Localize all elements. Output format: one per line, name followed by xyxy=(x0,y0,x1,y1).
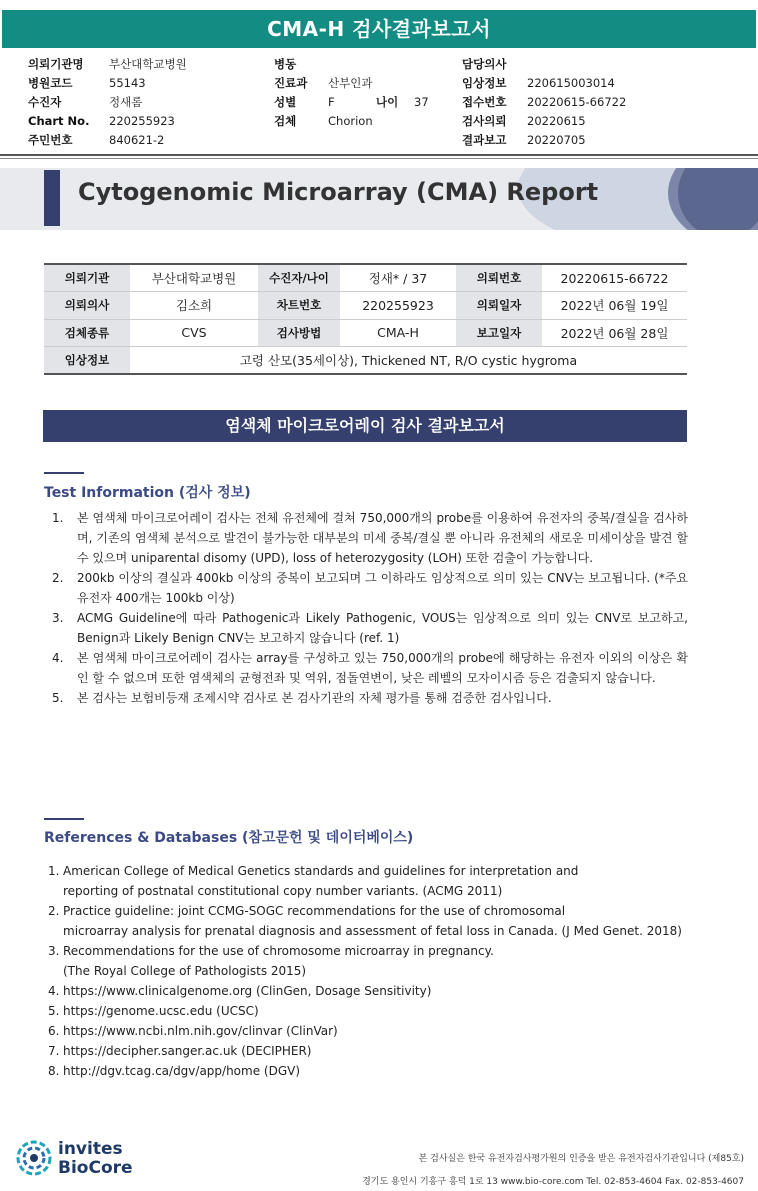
header-column-3 xyxy=(462,55,626,150)
reference-line: https://genome.ucsc.edu (UCSC) xyxy=(63,1004,259,1018)
reference-number: 7. xyxy=(48,1044,60,1058)
info-row xyxy=(44,292,687,320)
patient-info-table xyxy=(44,263,687,375)
header-field-label: 성별 xyxy=(274,95,297,109)
reference-number: 8. xyxy=(48,1064,60,1078)
header-field-value: 220615003014 xyxy=(527,76,615,90)
info-value-clinical: 고령 산모(35세이상), Thickened NT, R/O cystic hygroma xyxy=(130,347,687,375)
reference-item xyxy=(48,981,692,1001)
header-field-label: 임상정보 xyxy=(462,76,507,90)
header-field-label: 결과보고 xyxy=(462,133,507,147)
reference-text xyxy=(63,1041,692,1061)
header-field xyxy=(28,74,187,93)
list-item xyxy=(52,508,688,568)
header-field-value: 840621-2 xyxy=(109,133,165,147)
list-item-number: 3. xyxy=(52,611,64,625)
footer-address: 경기도 용인시 기흥구 흥덕 1로 13 www.bio-core.com Tel. 02-853-4604 Fax. 02-853-4607 xyxy=(362,1177,744,1187)
header-field-value: 부산대학교병원 xyxy=(109,57,187,71)
header-field-label: 진료과 xyxy=(274,76,308,90)
section-title: 염색체 마이크로어레이 검사 결과보고서 xyxy=(43,410,687,442)
report-title: CMA-H 검사결과보고서 xyxy=(2,10,756,48)
reference-number: 3. xyxy=(48,944,60,958)
reference-item xyxy=(48,1001,692,1021)
info-label: 보고일자 xyxy=(456,319,542,347)
header-field xyxy=(274,93,429,112)
info-row-clinical xyxy=(44,347,687,375)
header-field-value: Chorion xyxy=(328,114,373,128)
reference-text xyxy=(63,901,692,941)
reference-number: 5. xyxy=(48,1004,60,1018)
info-value: 220255923 xyxy=(340,292,456,320)
header-field xyxy=(462,131,626,150)
reference-line: Recommendations for the use of chromosome microarray in pregnancy. xyxy=(63,944,494,958)
reference-number: 6. xyxy=(48,1024,60,1038)
header-field-label: 병동 xyxy=(274,57,297,71)
header-field-label: 수진자 xyxy=(28,95,62,109)
list-item-text: 200kb 이상의 결실과 400kb 이상의 중복이 보고되며 그 이하라도 임상적으로 의미 있는 CNV는 보고됩니다. (*주요 유전자 400개는 100kb 이상) xyxy=(77,571,688,605)
header-field-label: 병원코드 xyxy=(28,76,73,90)
header-age-label: 나이 xyxy=(376,95,399,109)
header-field xyxy=(28,112,187,131)
header-field-label: Chart No. xyxy=(28,114,90,128)
reference-line: https://decipher.sanger.ac.uk (DECIPHER) xyxy=(63,1044,312,1058)
reference-line: http://dgv.tcag.ca/dgv/app/home (DGV) xyxy=(63,1064,301,1078)
header-field xyxy=(274,112,429,131)
list-item xyxy=(52,688,688,708)
header-field-value: F xyxy=(328,95,335,109)
header-field-value: 20220615 xyxy=(527,114,586,128)
reference-item xyxy=(48,1041,692,1061)
list-item-number: 2. xyxy=(52,571,64,585)
reference-item xyxy=(48,1061,692,1081)
header-field xyxy=(28,93,187,112)
info-label: 의뢰기관 xyxy=(44,264,130,292)
footer-certification: 본 검사실은 한국 유전자검사평가원의 인증을 받은 유전자검사기관입니다 (제85호) xyxy=(418,1154,744,1164)
references-heading: References & Databases (참고문헌 및 데이터베이스) xyxy=(44,830,414,846)
test-info-list xyxy=(52,508,688,708)
reference-line: Practice guideline: joint CCMG-SOGC recommendations for the use of chromosomal xyxy=(63,904,566,918)
header-column-1 xyxy=(28,55,187,150)
header-field-value: 20220615-66722 xyxy=(527,95,627,109)
header-field xyxy=(274,74,429,93)
header-field-label: 검체 xyxy=(274,114,297,128)
header-field xyxy=(462,74,626,93)
reference-line: (The Royal College of Pathologists 2015) xyxy=(63,964,307,978)
reference-text xyxy=(63,1021,692,1041)
list-item-text: 본 염색체 마이크로어레이 검사는 전체 유전체에 걸쳐 750,000개의 probe를 이용하여 유전자의 중복/결실을 검사하며, 기존의 염색체 분석으로 발견이 불가능한 대부분의 미세 중복/결실 뿐 아니라 유전체의 새로운 미세이상을 발견 할 수 있으며 uniparental disomy (UPD), loss of heterozygosity (LOH) 또한 검출이 가능합니다. xyxy=(77,511,688,565)
banner-decoration xyxy=(678,168,758,230)
list-item xyxy=(52,568,688,608)
reference-number: 2. xyxy=(48,904,60,918)
reference-text xyxy=(63,981,692,1001)
reference-text xyxy=(63,1061,692,1081)
info-value: CVS xyxy=(130,319,258,347)
logo-text xyxy=(58,1140,133,1178)
list-item-text: ACMG Guideline에 따라 Pathogenic과 Likely Pathogenic, VOUS는 임상적으로 의미 있는 CNV로 보고하고, Benign과 Likely Benign CNV는 보고하지 않습니다 (ref. 1) xyxy=(77,611,688,645)
header-field xyxy=(462,112,626,131)
header-field-value: 220255923 xyxy=(109,114,175,128)
list-item-number: 1. xyxy=(52,511,64,525)
logo-mark-icon xyxy=(14,1137,54,1179)
report-banner xyxy=(0,168,758,230)
reference-text xyxy=(63,1001,692,1021)
company-logo xyxy=(14,1137,154,1181)
info-label: 의뢰의사 xyxy=(44,292,130,320)
reference-line: reporting of postnatal constitutional copy number variants. (ACMG 2011) xyxy=(63,884,503,898)
info-row xyxy=(44,319,687,347)
header-field xyxy=(462,93,626,112)
info-label: 의뢰번호 xyxy=(456,264,542,292)
heading-underline xyxy=(44,472,84,474)
info-value: 20220615-66722 xyxy=(542,264,687,292)
header-field-label: 접수번호 xyxy=(462,95,507,109)
header-age-value: 37 xyxy=(414,95,429,109)
header-field-value: 정새롬 xyxy=(109,95,143,109)
reference-text xyxy=(63,861,692,901)
info-label: 검체종류 xyxy=(44,319,130,347)
header-field-value: 20220705 xyxy=(527,133,586,147)
header-field-label: 의뢰기관명 xyxy=(28,57,84,71)
info-label: 검사방법 xyxy=(258,319,340,347)
info-label: 임상정보 xyxy=(44,347,130,375)
header-divider-thin xyxy=(0,158,758,159)
reference-line: https://www.ncbi.nlm.nih.gov/clinvar (ClinVar) xyxy=(63,1024,338,1038)
header-field-value: 산부인과 xyxy=(328,76,373,90)
banner-title: Cytogenomic Microarray (CMA) Report xyxy=(78,178,599,206)
info-label: 수진자/나이 xyxy=(258,264,340,292)
logo-line-2: BioCore xyxy=(58,1158,133,1178)
list-item-number: 5. xyxy=(52,691,64,705)
banner-accent-bar xyxy=(44,170,60,226)
header-divider xyxy=(0,154,758,156)
logo-line-1: invites xyxy=(58,1139,123,1159)
header-field xyxy=(274,55,429,74)
info-value: 2022년 06월 28일 xyxy=(542,319,687,347)
list-item-text: 본 염색체 마이크로어레이 검사는 array를 구성하고 있는 750,000개의 probe에 해당하는 유전자 이외의 이상은 확인 할 수 없으며 또한 염색체의 균형전좌 및 역위, 점돌연변이, 낮은 레벨의 모자이시즘 등은 검출되지 않습니다. xyxy=(77,651,688,685)
info-value: 2022년 06월 19일 xyxy=(542,292,687,320)
reference-line: American College of Medical Genetics standards and guidelines for interpretation and xyxy=(63,864,579,878)
info-row xyxy=(44,264,687,292)
header-field-value: 55143 xyxy=(109,76,146,90)
info-label: 의뢰일자 xyxy=(456,292,542,320)
reference-item xyxy=(48,901,692,941)
list-item-text: 본 검사는 보험비등재 조제시약 검사로 본 검사기관의 자체 평가를 통해 검증한 검사입니다. xyxy=(77,691,552,705)
info-value: 정새* / 37 xyxy=(340,264,456,292)
reference-line: microarray analysis for prenatal diagnosis and assessment of fetal loss in Canada. (J Med Genet. 2018) xyxy=(63,924,682,938)
info-value: 김소희 xyxy=(130,292,258,320)
header-column-2 xyxy=(274,55,429,131)
header-field-label: 담당의사 xyxy=(462,57,507,71)
list-item xyxy=(52,648,688,688)
test-info-heading: Test Information (검사 정보) xyxy=(44,485,251,501)
header-field xyxy=(28,55,187,74)
header-field-label: 검사의뢰 xyxy=(462,114,507,128)
header-field xyxy=(28,131,187,150)
reference-text xyxy=(63,941,692,981)
reference-item xyxy=(48,861,692,901)
list-item-number: 4. xyxy=(52,651,64,665)
heading-underline xyxy=(44,818,84,820)
header-field-label: 주민번호 xyxy=(28,133,73,147)
info-value: CMA-H xyxy=(340,319,456,347)
list-item xyxy=(52,608,688,648)
header-field xyxy=(462,55,626,74)
reference-number: 4. xyxy=(48,984,60,998)
reference-item xyxy=(48,1021,692,1041)
info-label: 차트번호 xyxy=(258,292,340,320)
references-list xyxy=(48,861,692,1081)
reference-item xyxy=(48,941,692,981)
reference-line: https://www.clinicalgenome.org (ClinGen, Dosage Sensitivity) xyxy=(63,984,432,998)
info-value: 부산대학교병원 xyxy=(130,264,258,292)
reference-number: 1. xyxy=(48,864,60,878)
